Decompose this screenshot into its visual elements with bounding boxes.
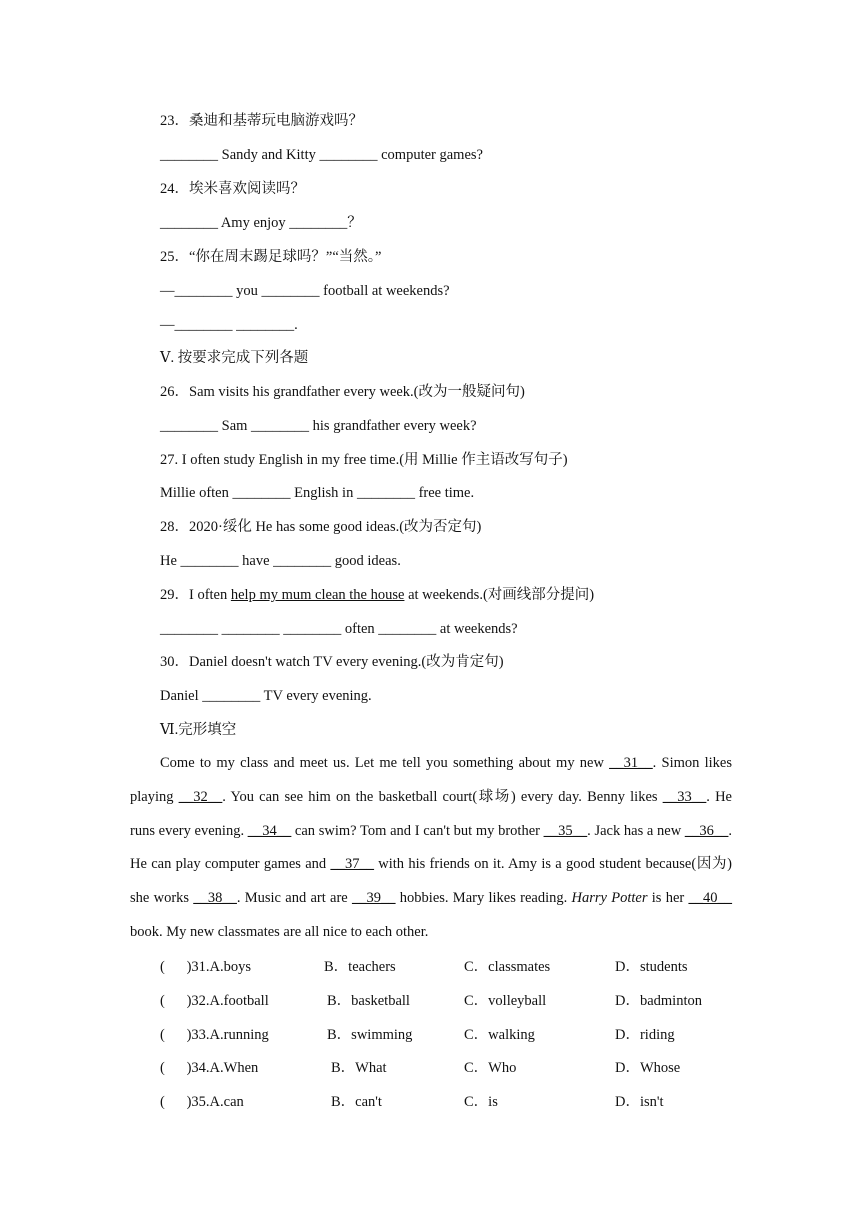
blank-37: __37__ bbox=[330, 856, 374, 873]
blank-31: __31__ bbox=[609, 755, 653, 771]
blank-36: __36__ bbox=[684, 822, 729, 839]
q30-answer: Daniel ________ TV every evening. bbox=[160, 688, 372, 704]
cloze-text: is her bbox=[647, 890, 689, 907]
cloze-text: . He can play computer games and bbox=[130, 822, 732, 873]
section-5-heading: Ⅴ. 按要求完成下列各题 bbox=[160, 350, 309, 366]
cloze-text: . Jack has a new bbox=[587, 822, 685, 839]
q23-english: ________ Sandy and Kitty ________ computer games? bbox=[160, 147, 483, 163]
cloze-passage bbox=[130, 747, 732, 950]
option-d: D．isn't bbox=[615, 1094, 664, 1110]
blank-32: __32__ bbox=[178, 788, 223, 805]
q28-answer: He ________ have ________ good ideas. bbox=[160, 553, 401, 569]
option-d: D．students bbox=[615, 959, 688, 975]
blank-38: __38__ bbox=[193, 890, 237, 907]
option-a: ( )32.A.football bbox=[160, 993, 269, 1009]
option-c: C．classmates bbox=[464, 959, 551, 975]
option-a: ( )34.A.When bbox=[160, 1060, 259, 1076]
option-c: C．Who bbox=[464, 1060, 517, 1076]
option-a: ( )35.A.can bbox=[160, 1094, 244, 1110]
q24-chinese: 24．埃米喜欢阅读吗？ bbox=[160, 181, 305, 197]
q27-answer: Millie often ________ English in ________ free time. bbox=[160, 485, 475, 501]
q25-chinese: 25．“你在周末踢足球吗？”“当然。” bbox=[160, 249, 382, 265]
q23-chinese: 23．桑迪和基蒂玩电脑游戏吗？ bbox=[160, 113, 363, 129]
cloze-text: . He runs every evening. bbox=[130, 788, 732, 839]
options-row-33 bbox=[160, 1025, 760, 1045]
option-d: D．riding bbox=[615, 1027, 675, 1043]
options-row-32 bbox=[160, 991, 760, 1011]
q24-english: ________ Amy enjoy ________？ bbox=[160, 215, 362, 231]
cloze-text: . Music and art are bbox=[236, 890, 353, 907]
blank-34: __34__ bbox=[247, 822, 292, 839]
q29-prompt-pre: 29．I often bbox=[160, 587, 231, 603]
q29-answer: ________ ________ ________ often ________ at weekends? bbox=[160, 621, 518, 637]
option-a: ( )33.A.running bbox=[160, 1027, 269, 1043]
option-c: C．volleyball bbox=[464, 993, 547, 1009]
option-c: C．walking bbox=[464, 1027, 535, 1043]
q30-prompt: 30．Daniel doesn't watch TV every evening.(改为肯定句) bbox=[160, 654, 504, 670]
options-row-34 bbox=[160, 1058, 760, 1078]
q29-prompt bbox=[160, 585, 594, 605]
q28-prompt: 28．2020·绥化 He has some good ideas.(改为否定句) bbox=[160, 519, 482, 535]
section-6-heading: Ⅵ.完形填空 bbox=[160, 722, 237, 738]
blank-39: __39__ bbox=[352, 890, 396, 907]
blank-33: __33__ bbox=[662, 788, 707, 805]
option-b: B．basketball bbox=[327, 993, 410, 1009]
cloze-text: Come to my class and meet us. Let me tell you something about my new bbox=[160, 755, 610, 771]
option-d: D．Whose bbox=[615, 1060, 681, 1076]
cloze-text: with his friends on it. Amy is a good student because(因为) she works bbox=[130, 856, 733, 907]
options-row-31 bbox=[160, 957, 760, 977]
q26-prompt: 26．Sam visits his grandfather every week.(改为一般疑问句) bbox=[160, 384, 525, 400]
q26-answer: ________ Sam ________ his grandfather every week? bbox=[160, 418, 477, 434]
option-a: ( )31.A.boys bbox=[160, 959, 252, 975]
option-c: C．is bbox=[464, 1094, 498, 1110]
q25-english-2: —________ ________. bbox=[160, 317, 298, 333]
q27-prompt: 27. I often study English in my free time.(用 Millie 作主语改写句子) bbox=[160, 452, 568, 468]
cloze-text: hobbies. Mary likes reading. bbox=[395, 890, 572, 907]
blank-35: __35__ bbox=[543, 822, 588, 839]
q25-english-1: —________ you ________ football at weekends? bbox=[160, 283, 450, 299]
cloze-text: . Simon likes playing bbox=[130, 755, 732, 805]
option-b: B．swimming bbox=[327, 1027, 413, 1043]
q29-prompt-post: at weekends.(对画线部分提问) bbox=[404, 587, 595, 603]
option-b: B．What bbox=[331, 1060, 387, 1076]
cloze-text: . You can see him on the basketball court(球场) every day. Benny likes bbox=[222, 788, 663, 805]
cloze-text: can swim? Tom and I can't but my brother bbox=[291, 822, 544, 839]
option-b: B．teachers bbox=[324, 959, 396, 975]
options-row-35 bbox=[160, 1092, 760, 1112]
option-b: B．can't bbox=[331, 1094, 382, 1110]
blank-40: __40__ bbox=[688, 890, 733, 907]
book-title: Harry Potter bbox=[571, 890, 648, 907]
q29-underlined-phrase: help my mum clean the house bbox=[230, 587, 405, 603]
option-d: D．badminton bbox=[615, 993, 702, 1009]
cloze-text: book. My new classmates are all nice to each other. bbox=[130, 923, 429, 940]
